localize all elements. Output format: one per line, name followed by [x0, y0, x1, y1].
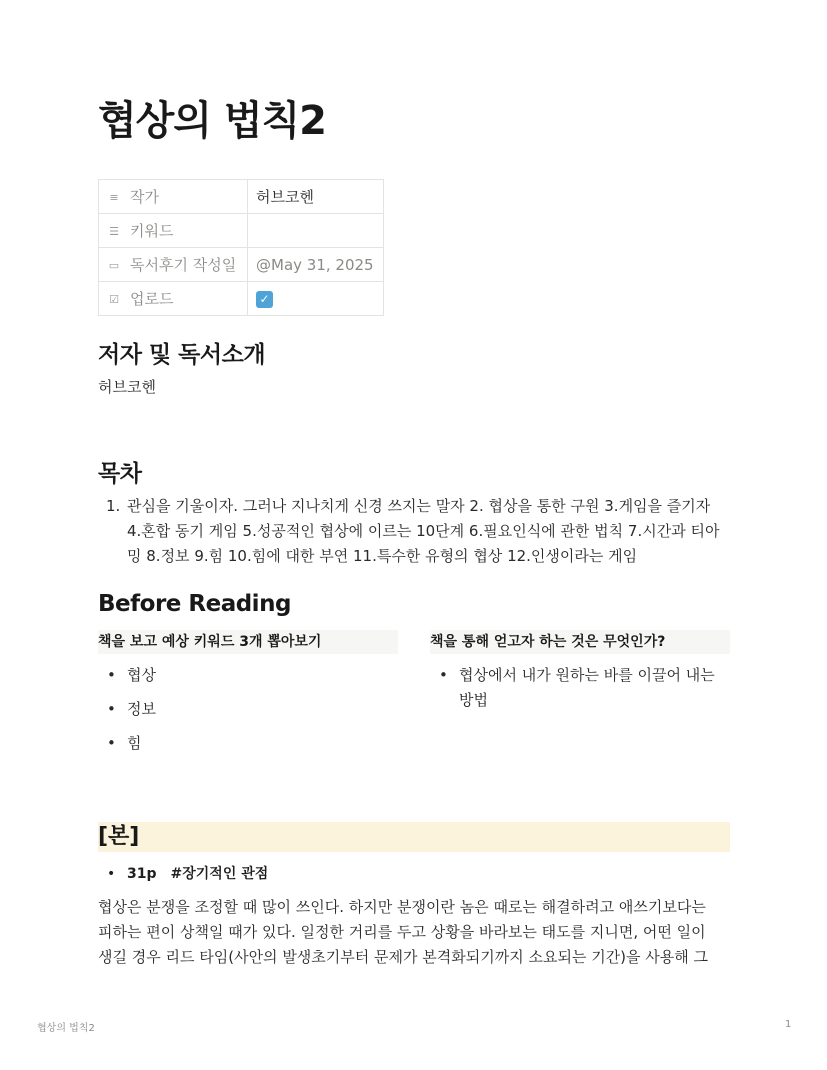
hashtag: #장기적인 관점 — [170, 866, 269, 882]
property-value-date[interactable]: @May 31, 2025 — [248, 248, 384, 282]
list-item: • 힘 — [98, 731, 398, 756]
toc-line: 밍 8.정보 9.힘 10.힘에 대한 부연 11.특수한 유형의 협상 12.인생이라는 게임 — [127, 547, 638, 565]
heading-main: [본] — [98, 822, 730, 852]
heading-toc: 목차 — [98, 461, 142, 487]
heading-author: 저자 및 독서소개 — [98, 342, 266, 368]
bullet-item — [98, 862, 268, 887]
property-row-date[interactable] — [99, 248, 384, 282]
toc-number: 1. — [106, 497, 121, 515]
body-line: 피하는 편이 상책일 때가 있다. 일정한 거리를 두고 상황을 바라보는 태도를 지니면, 어떤 일이 — [98, 923, 706, 941]
property-key: 키워드 — [130, 222, 174, 240]
footer-page-number: 1 — [785, 1019, 792, 1030]
author-text: 허브코헨 — [98, 378, 156, 396]
heading-before-reading: Before Reading — [98, 591, 291, 617]
goal-column — [430, 630, 730, 722]
checkbox-icon: ☑ — [109, 293, 119, 306]
footer-doc-name: 협상의 법칙2 — [37, 1023, 95, 1034]
property-row-keywords[interactable] — [99, 214, 384, 248]
column-header: 책을 통해 얻고자 하는 것은 무엇인가? — [430, 630, 730, 654]
list-item: • 협상에서 내가 원하는 바를 이끌어 내는 방법 — [430, 663, 730, 713]
property-key: 독서후기 작성일 — [130, 256, 237, 274]
property-value-author[interactable]: 허브코헨 — [248, 180, 384, 214]
list-item: • 협상 — [98, 663, 398, 688]
page-ref: 31p — [127, 866, 157, 882]
calendar-icon: ▭ — [108, 259, 120, 272]
body-paragraph — [98, 895, 730, 970]
body-line: 협상은 분쟁을 조정할 때 많이 쓰인다. 하지만 분쟁이란 놈은 때로는 해결하려고 애쓰기보다는 — [98, 898, 706, 916]
upload-checkbox[interactable]: ✓ — [256, 291, 273, 308]
toc-line: 관심을 기울이자. 그러나 지나치게 신경 쓰지는 말자 2. 협상을 통한 구원 3.게임을 즐기자 — [127, 497, 711, 515]
text-lines-icon: ≡ — [109, 191, 119, 204]
list-item: • 정보 — [98, 697, 398, 722]
property-key: 작가 — [130, 188, 159, 206]
property-value-keywords[interactable] — [248, 214, 384, 248]
body-line: 생길 경우 리드 타임(사안의 발생초기부터 문제가 본격화되기까지 소요되는 기간)을 사용해 그 — [98, 948, 709, 966]
toc-list-item — [98, 494, 730, 569]
keywords-column — [98, 630, 398, 765]
property-key: 업로드 — [130, 290, 174, 308]
toc-line: 4.혼합 동기 게임 5.성공적인 협상에 이르는 10단계 6.필요인식에 관한 법칙 7.시간과 티아 — [127, 522, 720, 540]
column-header: 책을 보고 예상 키워드 3개 뽑아보기 — [98, 630, 398, 654]
property-row-author[interactable] — [99, 180, 384, 214]
property-row-upload[interactable] — [99, 282, 384, 316]
list-icon: ☰ — [109, 225, 119, 238]
properties-table — [98, 179, 384, 316]
page-title: 협상의 법칙2 — [98, 98, 326, 144]
